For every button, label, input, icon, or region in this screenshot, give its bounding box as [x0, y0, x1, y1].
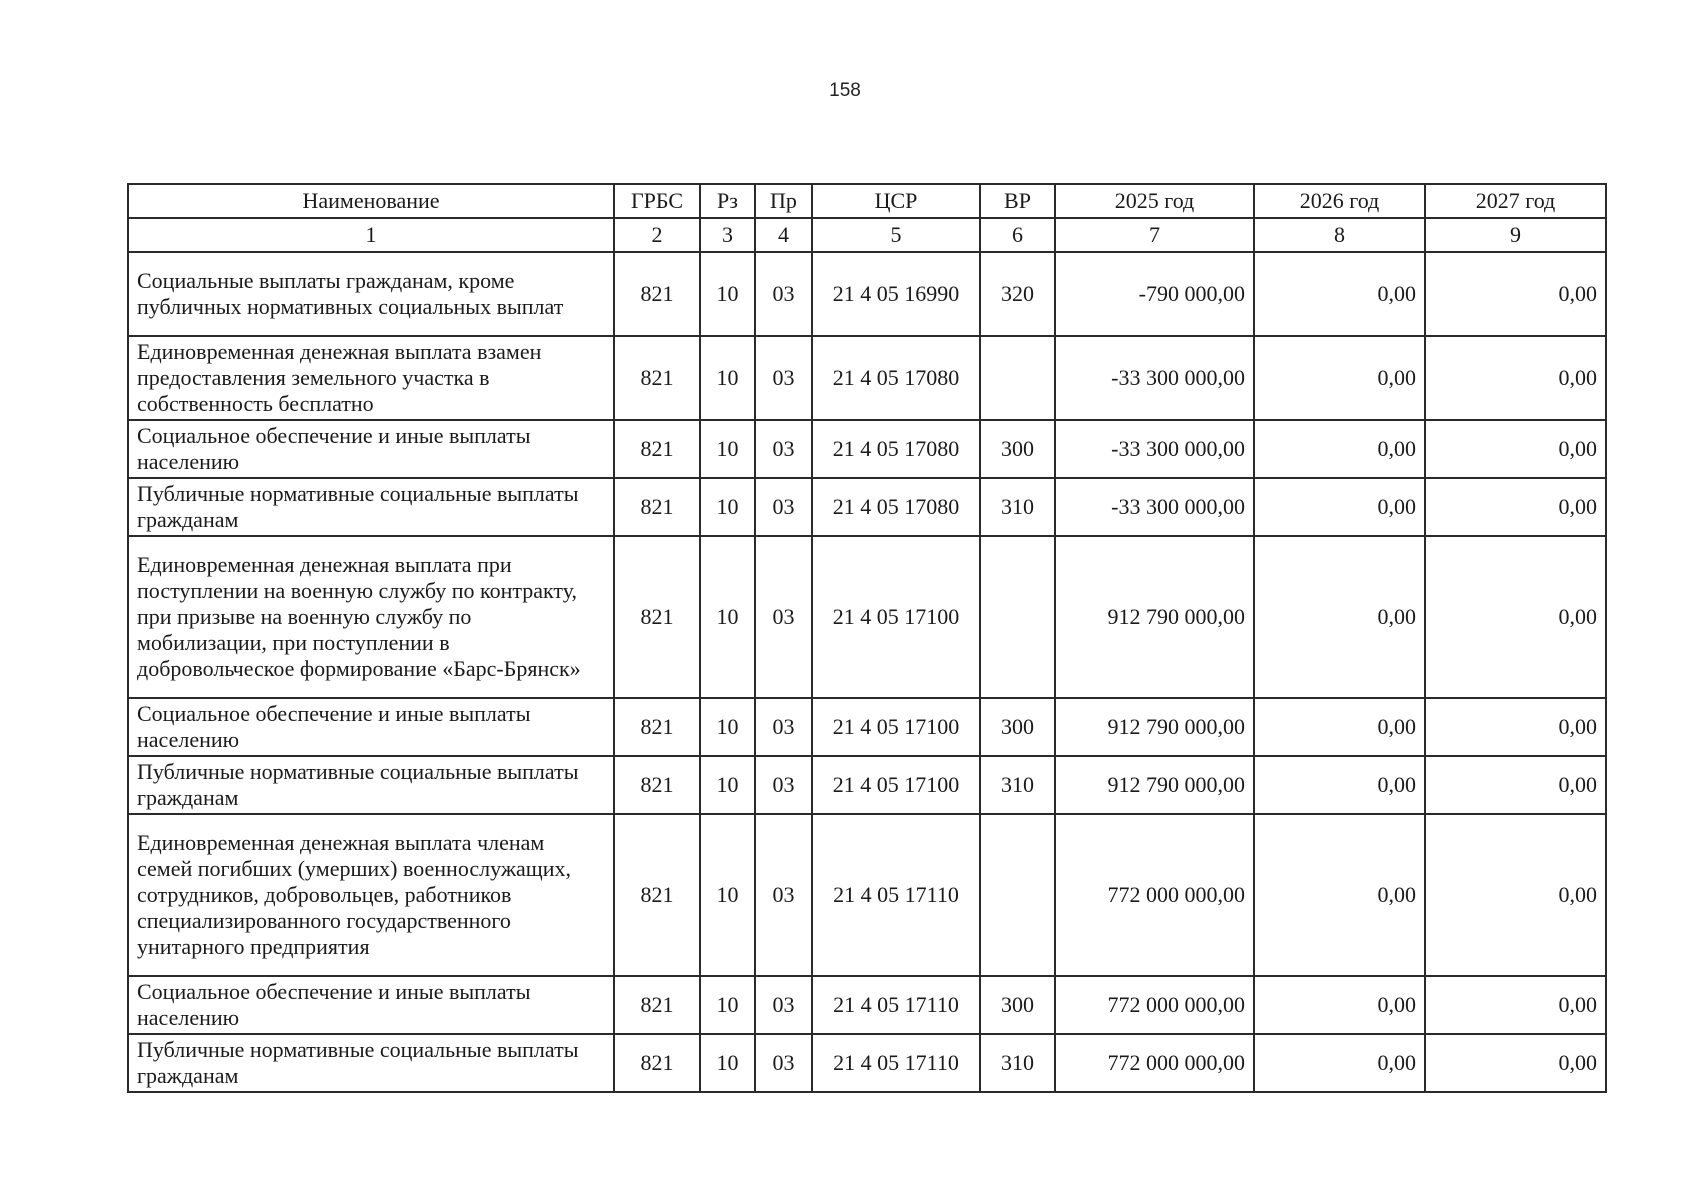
cell-vr: 310 — [980, 1034, 1055, 1092]
cell-pr: 03 — [755, 976, 812, 1034]
table-row — [128, 420, 1606, 478]
table-row — [128, 814, 1606, 976]
cell-rz: 10 — [700, 336, 755, 420]
cell-2025: 912 790 000,00 — [1055, 536, 1254, 698]
cell-csr: 21 4 05 17100 — [812, 698, 980, 756]
cell-2025: 912 790 000,00 — [1055, 756, 1254, 814]
cell-grbs: 821 — [614, 478, 700, 536]
page-number: 158 — [829, 80, 861, 101]
cell-vr — [980, 536, 1055, 698]
cell-2025: -33 300 000,00 — [1055, 478, 1254, 536]
cell-2025: -33 300 000,00 — [1055, 336, 1254, 420]
numbering-cell: 8 — [1254, 218, 1425, 252]
cell-grbs: 821 — [614, 698, 700, 756]
cell-pr: 03 — [755, 336, 812, 420]
cell-grbs: 821 — [614, 336, 700, 420]
budget-table — [127, 183, 1607, 1093]
cell-rz: 10 — [700, 698, 755, 756]
cell-csr: 21 4 05 16990 — [812, 252, 980, 336]
cell-2026: 0,00 — [1254, 698, 1425, 756]
header-cell-name: Наименование — [128, 184, 614, 218]
table-row — [128, 1034, 1606, 1092]
header-cell-rz: Рз — [700, 184, 755, 218]
numbering-row — [128, 218, 1606, 252]
cell-grbs: 821 — [614, 756, 700, 814]
cell-vr: 320 — [980, 252, 1055, 336]
cell-2026: 0,00 — [1254, 536, 1425, 698]
cell-name: Социальное обеспечение и иные выплаты населению — [128, 976, 614, 1034]
cell-2026: 0,00 — [1254, 756, 1425, 814]
cell-csr: 21 4 05 17080 — [812, 336, 980, 420]
cell-2025: 772 000 000,00 — [1055, 976, 1254, 1034]
table-row — [128, 536, 1606, 698]
table-row — [128, 976, 1606, 1034]
cell-vr: 310 — [980, 756, 1055, 814]
cell-vr: 300 — [980, 420, 1055, 478]
cell-rz: 10 — [700, 1034, 755, 1092]
cell-2027: 0,00 — [1425, 252, 1606, 336]
header-cell-2026: 2026 год — [1254, 184, 1425, 218]
table-row — [128, 336, 1606, 420]
cell-2025: -790 000,00 — [1055, 252, 1254, 336]
header-row — [128, 184, 1606, 218]
cell-2027: 0,00 — [1425, 336, 1606, 420]
table-row — [128, 478, 1606, 536]
cell-rz: 10 — [700, 976, 755, 1034]
cell-csr: 21 4 05 17110 — [812, 814, 980, 976]
cell-2027: 0,00 — [1425, 976, 1606, 1034]
cell-2027: 0,00 — [1425, 814, 1606, 976]
cell-2027: 0,00 — [1425, 478, 1606, 536]
header-cell-grbs: ГРБС — [614, 184, 700, 218]
cell-2026: 0,00 — [1254, 814, 1425, 976]
table-row — [128, 698, 1606, 756]
cell-csr: 21 4 05 17080 — [812, 420, 980, 478]
cell-vr: 310 — [980, 478, 1055, 536]
cell-2026: 0,00 — [1254, 1034, 1425, 1092]
numbering-cell: 1 — [128, 218, 614, 252]
cell-grbs: 821 — [614, 1034, 700, 1092]
cell-grbs: 821 — [614, 814, 700, 976]
cell-vr: 300 — [980, 976, 1055, 1034]
cell-pr: 03 — [755, 698, 812, 756]
cell-pr: 03 — [755, 1034, 812, 1092]
table-row — [128, 252, 1606, 336]
cell-vr — [980, 814, 1055, 976]
cell-2026: 0,00 — [1254, 420, 1425, 478]
cell-rz: 10 — [700, 478, 755, 536]
cell-pr: 03 — [755, 814, 812, 976]
table-header — [128, 184, 1606, 252]
cell-rz: 10 — [700, 536, 755, 698]
cell-pr: 03 — [755, 536, 812, 698]
header-cell-pr: Пр — [755, 184, 812, 218]
cell-2027: 0,00 — [1425, 1034, 1606, 1092]
cell-name: Социальное обеспечение и иные выплаты населению — [128, 698, 614, 756]
cell-2026: 0,00 — [1254, 976, 1425, 1034]
cell-rz: 10 — [700, 420, 755, 478]
cell-name: Социальные выплаты гражданам, кроме публичных нормативных социальных выплат — [128, 252, 614, 336]
cell-2027: 0,00 — [1425, 756, 1606, 814]
cell-2026: 0,00 — [1254, 336, 1425, 420]
cell-2025: 772 000 000,00 — [1055, 814, 1254, 976]
cell-2027: 0,00 — [1425, 420, 1606, 478]
cell-pr: 03 — [755, 478, 812, 536]
numbering-cell: 5 — [812, 218, 980, 252]
table-body — [128, 252, 1606, 1092]
cell-2025: -33 300 000,00 — [1055, 420, 1254, 478]
header-cell-2025: 2025 год — [1055, 184, 1254, 218]
cell-name: Публичные нормативные социальные выплаты гражданам — [128, 478, 614, 536]
cell-rz: 10 — [700, 814, 755, 976]
cell-name: Единовременная денежная выплата взамен предоставления земельного участка в собственность бесплатно — [128, 336, 614, 420]
numbering-cell: 2 — [614, 218, 700, 252]
cell-2026: 0,00 — [1254, 478, 1425, 536]
numbering-cell: 7 — [1055, 218, 1254, 252]
cell-csr: 21 4 05 17110 — [812, 976, 980, 1034]
cell-csr: 21 4 05 17110 — [812, 1034, 980, 1092]
cell-2026: 0,00 — [1254, 252, 1425, 336]
cell-2025: 912 790 000,00 — [1055, 698, 1254, 756]
cell-name: Социальное обеспечение и иные выплаты населению — [128, 420, 614, 478]
cell-vr: 300 — [980, 698, 1055, 756]
cell-2025: 772 000 000,00 — [1055, 1034, 1254, 1092]
cell-grbs: 821 — [614, 252, 700, 336]
cell-pr: 03 — [755, 756, 812, 814]
cell-2027: 0,00 — [1425, 698, 1606, 756]
cell-vr — [980, 336, 1055, 420]
cell-grbs: 821 — [614, 976, 700, 1034]
cell-grbs: 821 — [614, 536, 700, 698]
cell-csr: 21 4 05 17100 — [812, 536, 980, 698]
numbering-cell: 9 — [1425, 218, 1606, 252]
numbering-cell: 3 — [700, 218, 755, 252]
cell-pr: 03 — [755, 420, 812, 478]
header-cell-csr: ЦСР — [812, 184, 980, 218]
cell-name: Публичные нормативные социальные выплаты гражданам — [128, 1034, 614, 1092]
cell-name: Единовременная денежная выплата при поступлении на военную службу по контракту, при призыве на военную службу по мобилизации, при поступлении в добровольческое формирование «Барс-Брянск» — [128, 536, 614, 698]
cell-name: Единовременная денежная выплата членам семей погибших (умерших) военнослужащих, сотрудников, добровольцев, работников специализированного государственного унитарного предприятия — [128, 814, 614, 976]
cell-csr: 21 4 05 17100 — [812, 756, 980, 814]
numbering-cell: 6 — [980, 218, 1055, 252]
cell-rz: 10 — [700, 252, 755, 336]
header-cell-vr: ВР — [980, 184, 1055, 218]
cell-name: Публичные нормативные социальные выплаты гражданам — [128, 756, 614, 814]
numbering-cell: 4 — [755, 218, 812, 252]
cell-rz: 10 — [700, 756, 755, 814]
cell-csr: 21 4 05 17080 — [812, 478, 980, 536]
table-row — [128, 756, 1606, 814]
cell-2027: 0,00 — [1425, 536, 1606, 698]
cell-pr: 03 — [755, 252, 812, 336]
cell-grbs: 821 — [614, 420, 700, 478]
header-cell-2027: 2027 год — [1425, 184, 1606, 218]
